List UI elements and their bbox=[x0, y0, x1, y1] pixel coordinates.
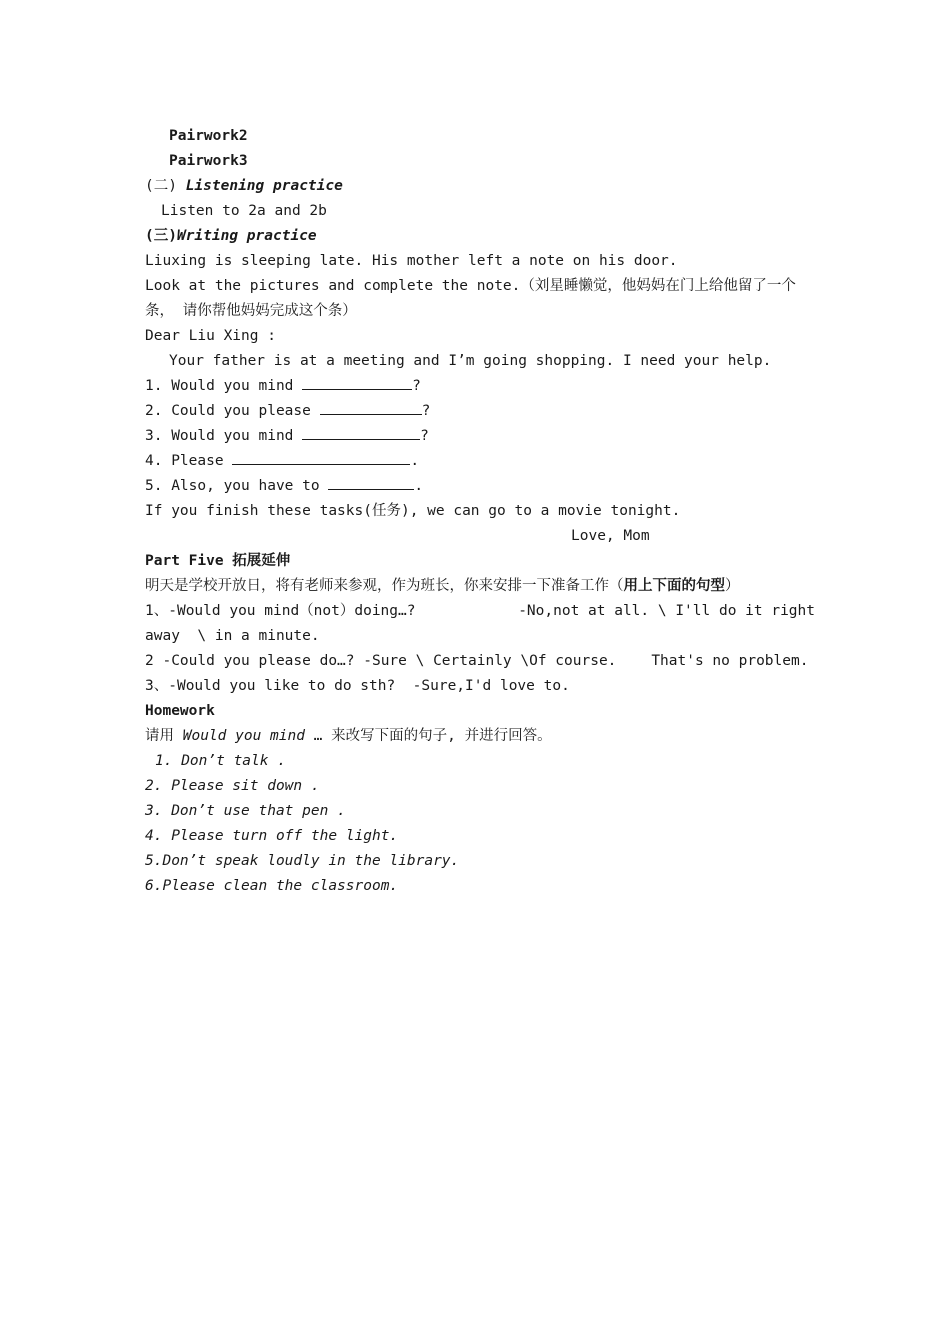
part-five-instruction-bold: 用上下面的句型 bbox=[623, 578, 725, 594]
homework-title: Homework bbox=[145, 703, 215, 719]
pattern-line-1-cont: away \ in a minute. bbox=[145, 628, 320, 644]
homework-instruction bbox=[145, 724, 815, 749]
homework-item-3: 3. Don’t use that pen . bbox=[145, 803, 346, 819]
note-item-4-text: 4. Please bbox=[145, 453, 233, 469]
listening-marker: (二) bbox=[145, 178, 177, 194]
note-item-3-text: 3. Would you mind bbox=[145, 428, 303, 444]
note-item-3-end: ? bbox=[420, 428, 429, 444]
pairwork-3: Pairwork3 bbox=[169, 153, 248, 169]
part-five-instruction-end: ） bbox=[725, 578, 740, 594]
part-five-title: Part Five 拓展延伸 bbox=[145, 553, 291, 569]
writing-title: Writing practice bbox=[176, 228, 317, 244]
listening-title: Listening practice bbox=[185, 178, 343, 194]
note-item-4-end: . bbox=[410, 453, 420, 469]
note-item-1 bbox=[145, 374, 815, 399]
pattern-line-2: 2 -Could you please do…? -Sure \ Certainly \Of course. That's no problem. bbox=[145, 653, 809, 669]
homework-item-6: 6.Please clean the classroom. bbox=[145, 878, 399, 894]
note-item-1-text: 1. Would you mind bbox=[145, 378, 303, 394]
homework-instruction-italic: Would you mind bbox=[182, 728, 305, 744]
pattern-1-answer: -No,not at all. \ I'll do it right bbox=[518, 603, 815, 619]
writing-intro-2: Look at the pictures and complete the note.（刘星睡懒觉，他妈妈在门上给他留了一个条， 请你帮他妈妈完成这个条） bbox=[145, 278, 796, 319]
homework-instruction-suffix: … 来改写下面的句子, 并进行回答。 bbox=[304, 728, 552, 744]
note-greeting: Dear Liu Xing : bbox=[145, 328, 276, 344]
answer-blank-5[interactable] bbox=[328, 475, 414, 490]
note-item-3 bbox=[145, 424, 815, 449]
note-item-2-end: ? bbox=[421, 403, 431, 419]
pattern-line-1 bbox=[145, 599, 815, 624]
note-line: Your father is at a meeting and I’m going shopping. I need your help. bbox=[169, 353, 772, 369]
part-five-instruction bbox=[145, 574, 815, 599]
homework-instruction-prefix: 请用 bbox=[145, 728, 183, 744]
answer-blank-4[interactable] bbox=[232, 450, 410, 465]
pairwork-2: Pairwork2 bbox=[169, 128, 248, 144]
homework-item-2: 2. Please sit down . bbox=[145, 778, 320, 794]
part-five-instruction-text: 明天是学校开放日，将有老师来参观，作为班长，你来安排一下准备工作（ bbox=[145, 578, 624, 594]
pattern-1-question: 1、-Would you mind（not）doing…? bbox=[145, 603, 416, 619]
homework-item-4: 4. Please turn off the light. bbox=[145, 828, 399, 844]
note-item-2-text: 2. Could you please bbox=[145, 403, 320, 419]
note-closing: If you finish these tasks(任务), we can go to a movie tonight. bbox=[145, 503, 681, 519]
answer-blank-1[interactable] bbox=[302, 375, 412, 390]
note-item-5-end: . bbox=[414, 478, 424, 494]
note-item-1-end: ? bbox=[412, 378, 421, 394]
writing-intro-1: Liuxing is sleeping late. His mother left a note on his door. bbox=[145, 253, 678, 269]
note-item-5 bbox=[145, 474, 815, 499]
homework-item-1: 1. Don’t talk . bbox=[155, 753, 286, 769]
answer-blank-3[interactable] bbox=[302, 425, 420, 440]
note-item-5-text: 5. Also, you have to bbox=[145, 478, 329, 494]
writing-marker: (三) bbox=[145, 228, 177, 244]
listening-line: Listen to 2a and 2b bbox=[161, 203, 327, 219]
listening-heading bbox=[145, 174, 815, 199]
pattern-line-3: 3、-Would you like to do sth? -Sure,I'd love to. bbox=[145, 678, 570, 694]
note-item-4 bbox=[145, 449, 815, 474]
note-item-2 bbox=[145, 399, 815, 424]
note-signature: Love, Mom bbox=[571, 528, 650, 544]
answer-blank-2[interactable] bbox=[320, 400, 422, 415]
writing-heading bbox=[145, 224, 815, 249]
homework-item-5: 5.Don’t speak loudly in the library. bbox=[145, 853, 460, 869]
document-content bbox=[145, 124, 815, 899]
